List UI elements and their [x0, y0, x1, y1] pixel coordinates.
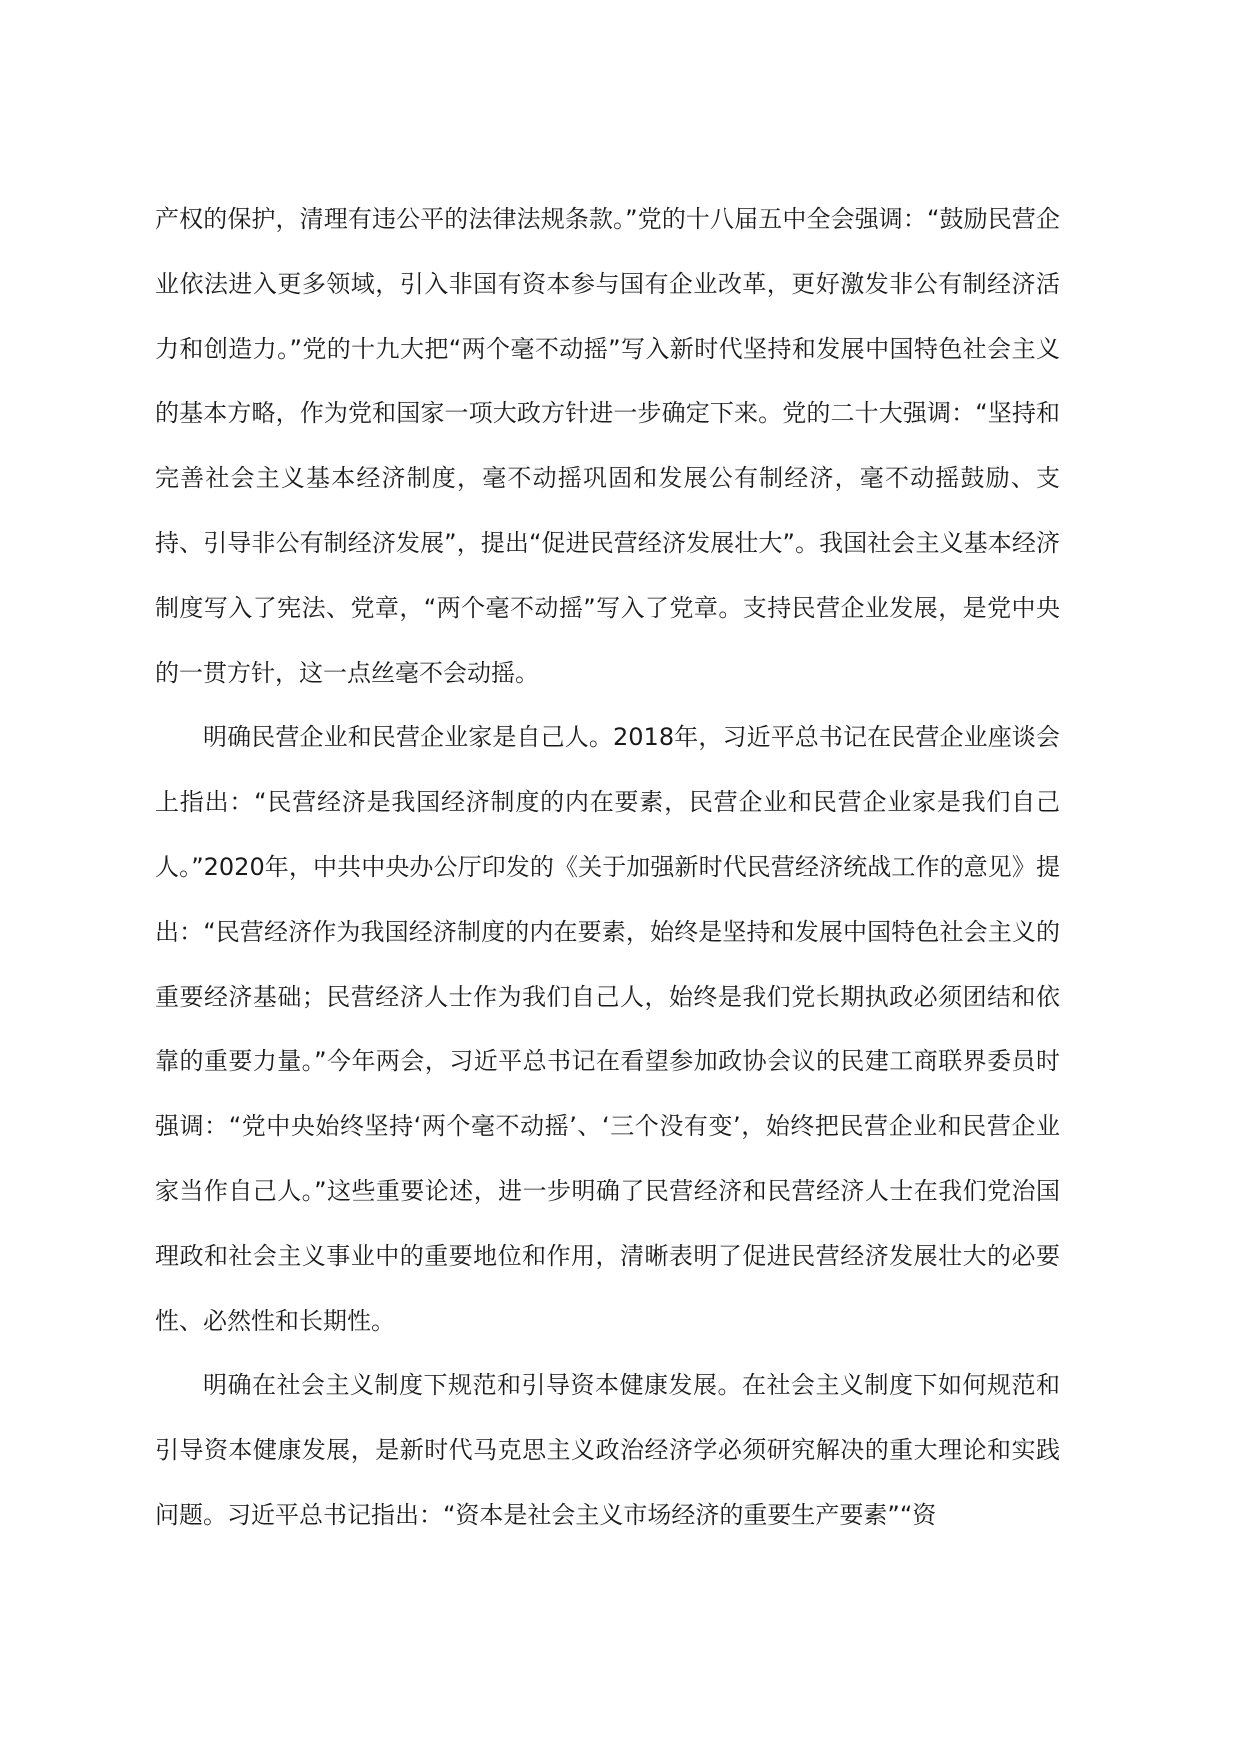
document-body	[155, 187, 1060, 1548]
paragraph: 产权的保护，清理有违公平的法律法规条款。”党的十八届五中全会强调：“鼓励民营企业依法进入更多领域，引入非国有资本参与国有企业改革，更好激发非公有制经济活力和创造力。”党的十九大把“两个毫不动摇”写入新时代坚持和发展中国特色社会主义的基本方略，作为党和国家一项大政方针进一步确定下来。党的二十大强调：“坚持和完善社会主义基本经济制度，毫不动摇巩固和发展公有制经济，毫不动摇鼓励、支持、引导非公有制经济发展”，提出“促进民营经济发展壮大”。我国社会主义基本经济制度写入了宪法、党章，“两个毫不动摇”写入了党章。支持民营企业发展，是党中央的一贯方针，这一点丝毫不会动摇。	[155, 205, 1060, 687]
paragraph: 明确在社会主义制度下规范和引导资本健康发展。在社会主义制度下如何规范和引导资本健康发展，是新时代马克思主义政治经济学必须研究解决的重大理论和实践问题。习近平总书记指出：“资本是社会主义市场经济的重要生产要素”“资	[155, 1371, 1060, 1529]
paragraph: 明确民营企业和民营企业家是自己人。2018年，习近平总书记在民营企业座谈会上指出：“民营经济是我国经济制度的内在要素，民营企业和民营企业家是我们自己人。”2020年，中共中央办公厅印发的《关于加强新时代民营经济统战工作的意见》提出：“民营经济作为我国经济制度的内在要素，始终是坚持和发展中国特色社会主义的重要经济基础；民营经济人士作为我们自己人，始终是我们党长期执政必须团结和依靠的重要力量。”今年两会，习近平总书记在看望参加政协会议的民建工商联界委员时强调：“党中央始终坚持‘两个毫不动摇’、‘三个没有变’，始终把民营企业和民营企业家当作自己人。”这些重要论述，进一步明确了民营经济和民营经济人士在我们党治国理政和社会主义事业中的重要地位和作用，清晰表明了促进民营经济发展壮大的必要性、必然性和长期性。	[155, 723, 1060, 1335]
